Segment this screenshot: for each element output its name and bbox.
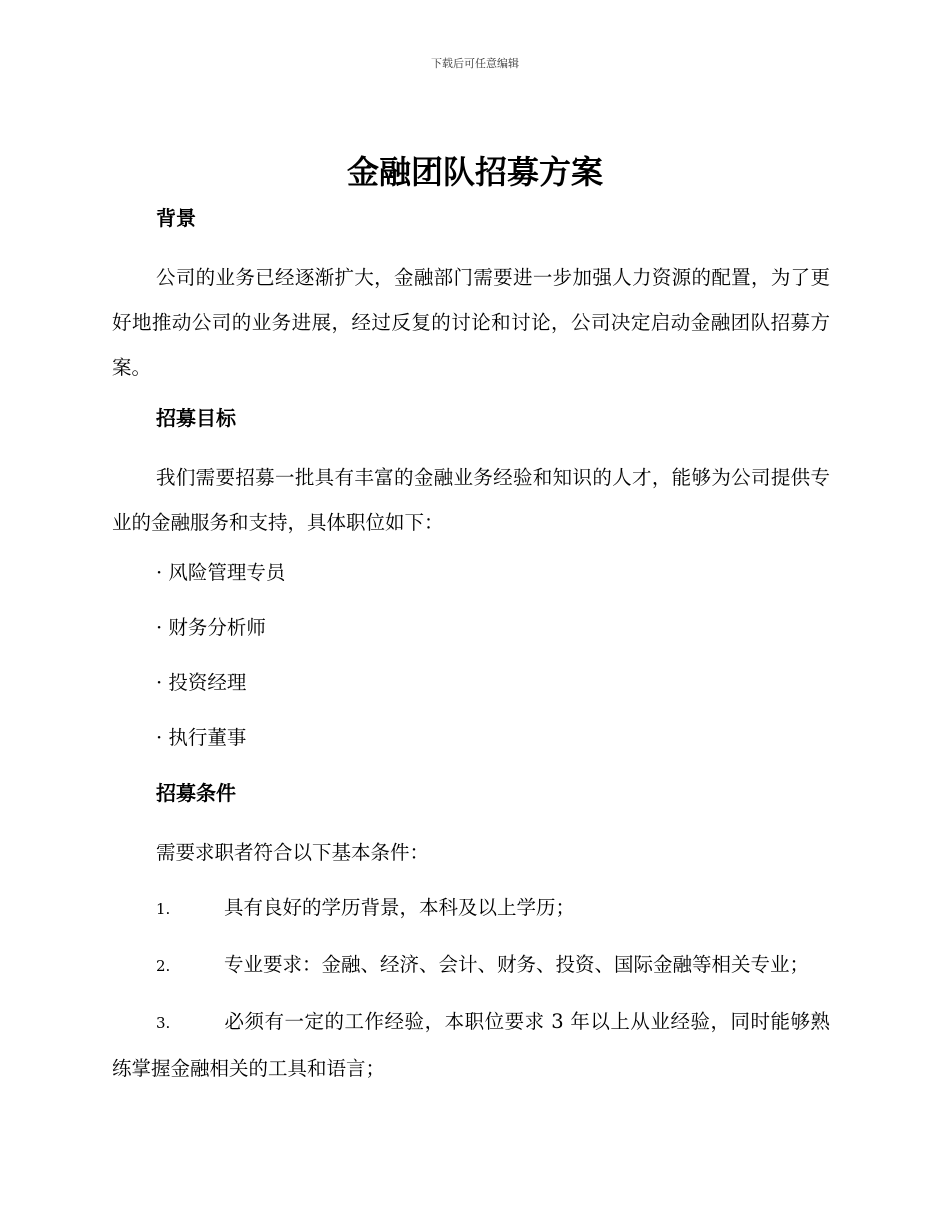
position-list-item: · 财务分析师 bbox=[156, 616, 266, 639]
condition-text: 专业要求：金融、经济、会计、财务、投资、国际金融等相关专业； bbox=[224, 953, 810, 976]
section-heading-conditions: 招募条件 bbox=[156, 781, 236, 805]
document-body bbox=[112, 200, 830, 1091]
condition-text: 必须有一定的工作经验，本职位要求 3 年以上从业经验，同时能够熟练掌握金融相关的工具和语言； bbox=[112, 1010, 830, 1080]
condition-number: 2. bbox=[156, 957, 171, 975]
conditions-intro: 需要求职者符合以下基本条件： bbox=[156, 841, 430, 864]
background-paragraph: 公司的业务已经逐渐扩大，金融部门需要进一步加强人力资源的配置，为了更好地推动公司的业务进展，经过反复的讨论和讨论，公司决定启动金融团队招募方案。 bbox=[112, 266, 830, 379]
section-heading-goal: 招募目标 bbox=[156, 406, 236, 430]
document-title: 金融团队招募方案 bbox=[346, 153, 603, 191]
condition-number: 3. bbox=[156, 1014, 171, 1032]
condition-item bbox=[112, 885, 830, 932]
position-list-item: · 执行董事 bbox=[156, 726, 247, 749]
condition-number: 1. bbox=[156, 900, 171, 918]
goal-paragraph: 我们需要招募一批具有丰富的金融业务经验和知识的人才，能够为公司提供专业的金融服务和支持，具体职位如下： bbox=[112, 466, 830, 534]
position-list-item: · 投资经理 bbox=[156, 671, 247, 694]
condition-item bbox=[112, 999, 830, 1091]
section-heading-background: 背景 bbox=[156, 206, 196, 230]
position-list-item: · 风险管理专员 bbox=[156, 561, 286, 584]
condition-item bbox=[112, 942, 830, 989]
header-note: 下载后可任意编辑 bbox=[431, 57, 519, 70]
condition-text: 具有良好的学历背景，本科及以上学历； bbox=[224, 896, 576, 919]
